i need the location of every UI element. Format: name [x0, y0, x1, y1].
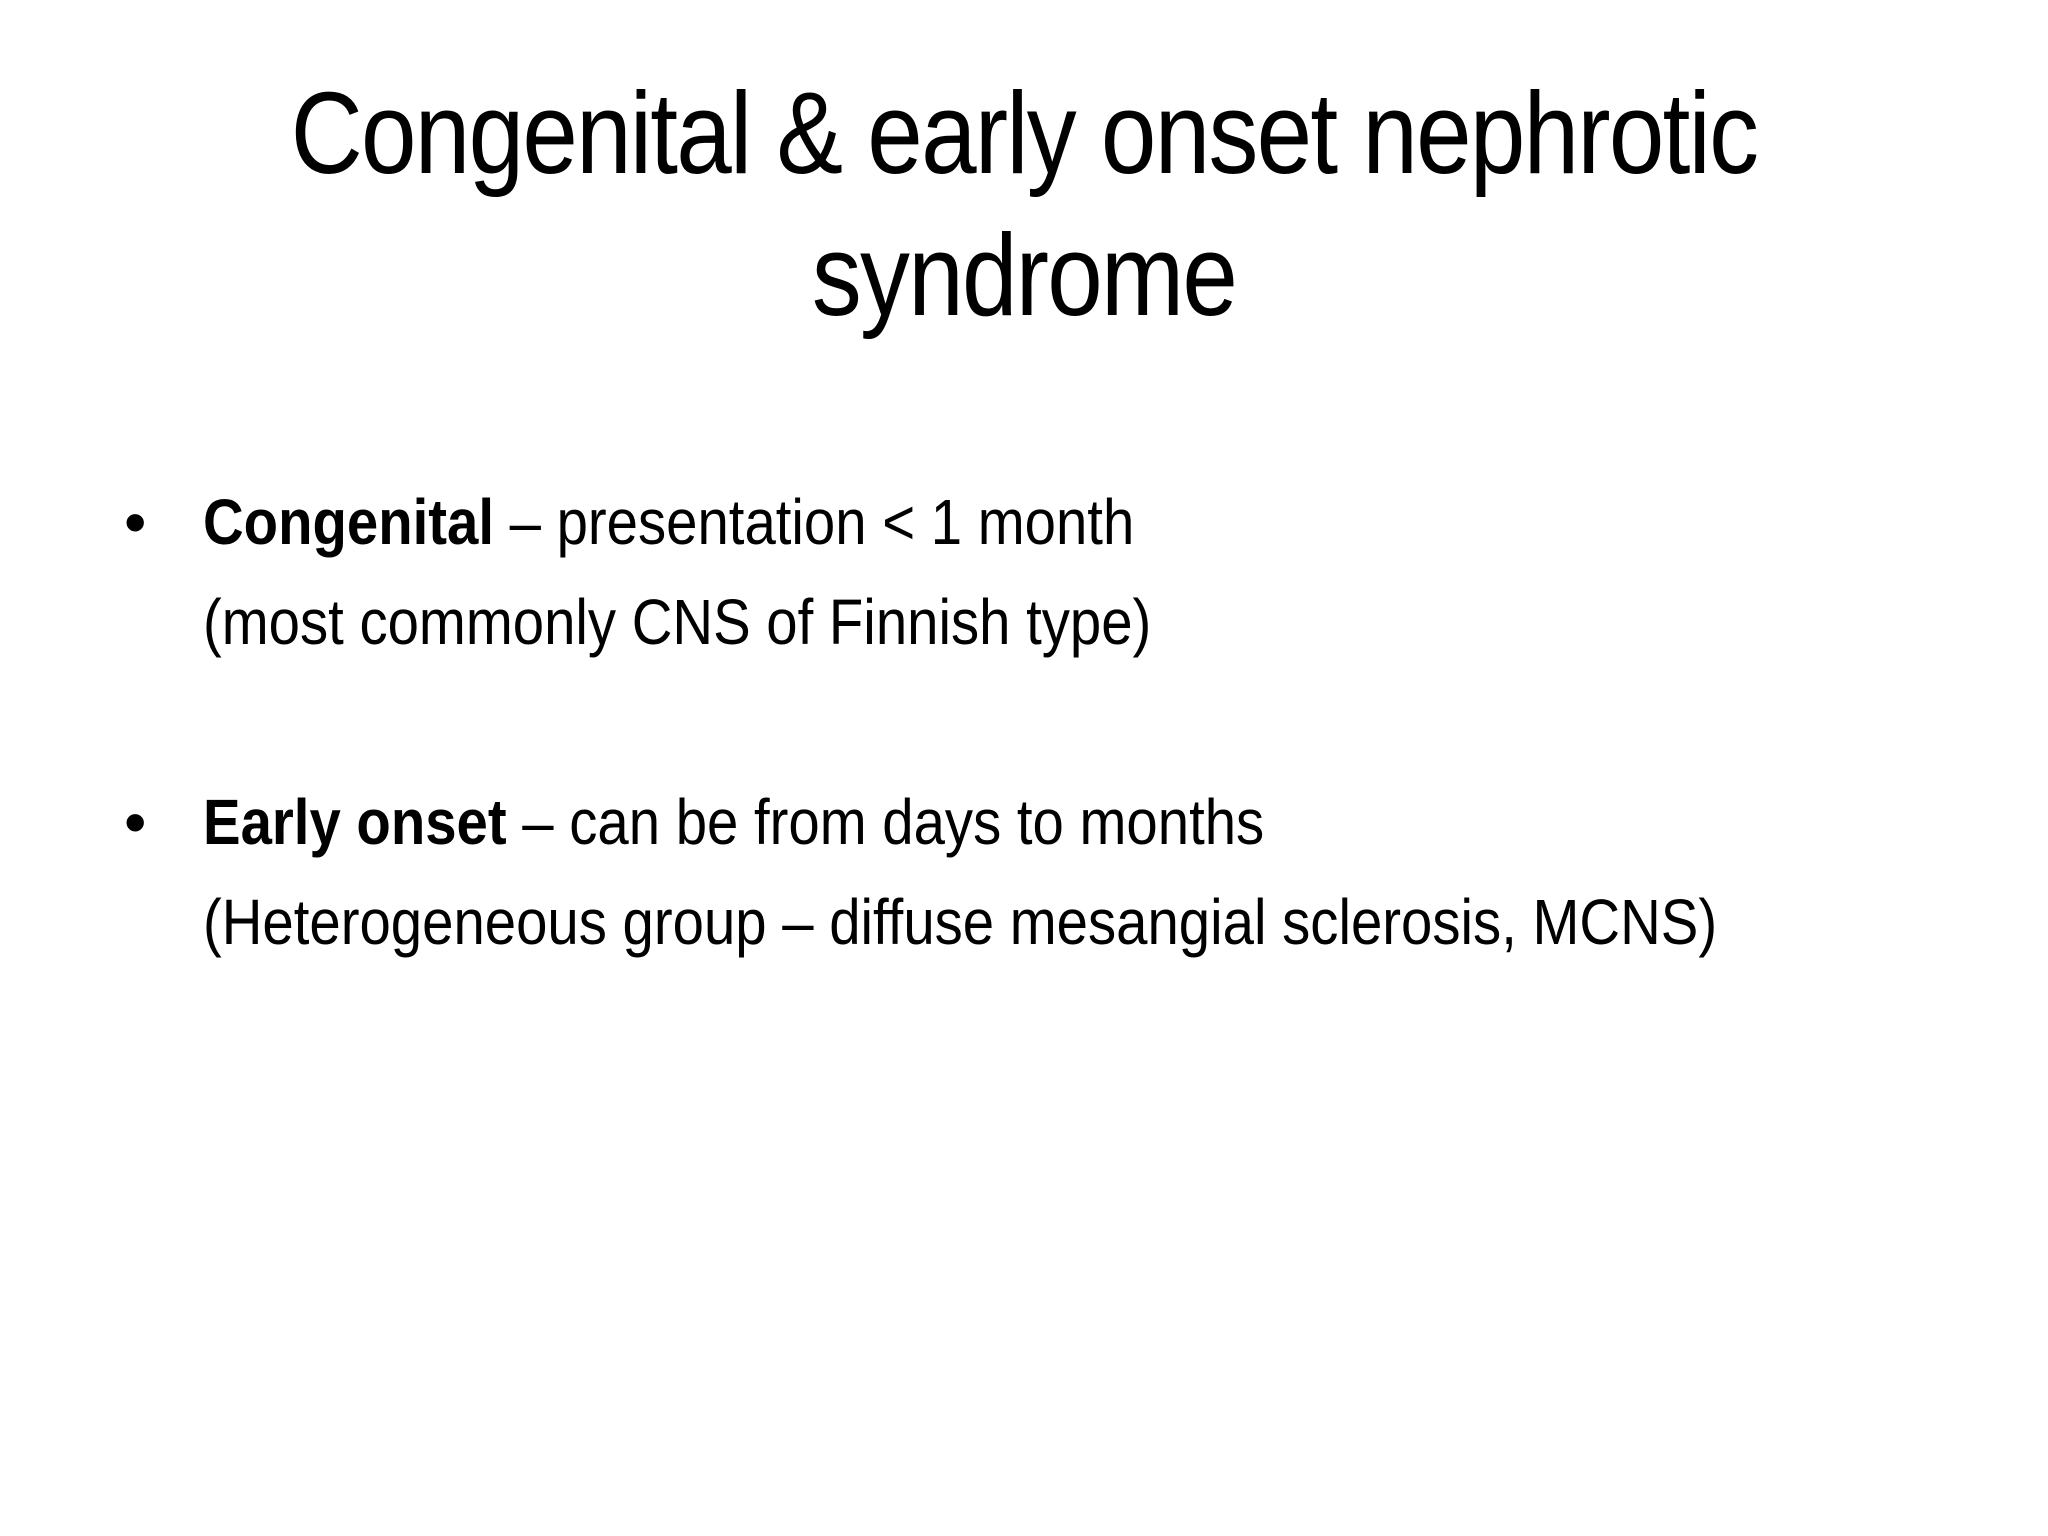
bullet-detail: (Heterogeneous group – diffuse mesangial sclerosis, MCNS) [203, 886, 1718, 958]
bullet-icon: • [124, 786, 147, 858]
bullet-description: – can be from days to months [506, 786, 1265, 858]
bullet-detail: (most commonly CNS of Finnish type) [203, 586, 1152, 658]
bullet-description: – presentation < 1 month [493, 486, 1135, 558]
bullet-term: Congenital [203, 486, 494, 558]
slide-title: Congenital & early onset nephrotic syndrome [290, 68, 1758, 340]
bullet-term: Early onset [203, 786, 507, 858]
bullet-text [203, 472, 1134, 572]
bullet-text [203, 772, 1264, 872]
bullet-icon: • [124, 486, 147, 558]
